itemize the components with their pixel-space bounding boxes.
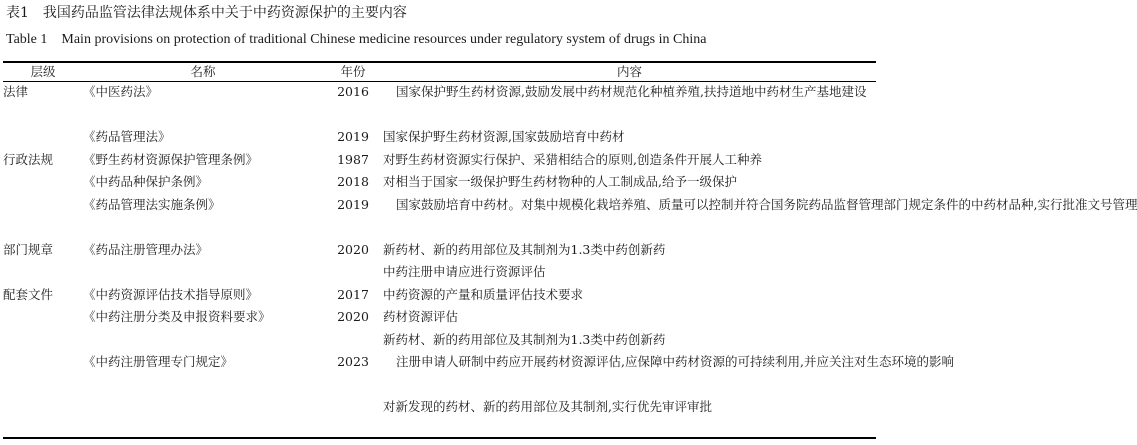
- cell-content: 药材资源评估: [383, 309, 459, 324]
- table-row: [3, 81, 876, 126]
- cell-year: 1987: [337, 151, 369, 167]
- table-caption-zh: 表1 我国药品监管法律法规体系中关于中药资源保护的主要内容: [6, 5, 407, 21]
- cell-content: 国家保护野生药材资源,国家鼓励培育中药材: [383, 129, 625, 144]
- table-row: [3, 351, 876, 396]
- cell-content: 中药注册申请应进行资源评估: [383, 264, 546, 279]
- cell-content: 对新发现的药材、新的药用部位及其制剂,实行优先审评审批: [383, 399, 712, 414]
- table-row: [3, 396, 876, 419]
- cell-level: [3, 171, 83, 194]
- table-row: [3, 171, 876, 194]
- cell-year: [323, 261, 383, 284]
- table-caption-en: Table 1 Main provisions on protection of traditional Chinese medicine resources under regulatory system of drugs in China: [6, 32, 707, 47]
- cell-content: 对相当于国家一级保护野生药材物种的人工制成品,给予一级保护: [383, 174, 737, 189]
- cell-year: 2017: [337, 286, 369, 302]
- cell-level: [3, 396, 83, 419]
- cell-name: 《野生药材资源保护管理条例》: [83, 151, 259, 167]
- cell-content: 中药资源的产量和质量评估技术要求: [383, 286, 584, 302]
- cell-level: 行政法规: [3, 151, 54, 167]
- header-year: 年份: [340, 64, 366, 79]
- cell-name: [83, 261, 323, 284]
- table-row: [3, 284, 876, 307]
- header-content: 内容: [616, 64, 642, 79]
- cell-level: [3, 351, 83, 396]
- cell-year: 2020: [337, 309, 369, 324]
- table-row: [3, 329, 876, 352]
- cell-year: 2018: [337, 174, 369, 189]
- cell-name: [83, 396, 323, 419]
- table-row: [3, 239, 876, 262]
- cell-year: [323, 329, 383, 352]
- cell-level: 配套文件: [3, 286, 54, 302]
- table-bottom-rule: [3, 437, 876, 439]
- cell-name: 《中药注册分类及申报资料要求》: [83, 309, 271, 324]
- cell-year: 2023: [337, 354, 369, 369]
- cell-level: [3, 329, 83, 352]
- cell-level: [3, 261, 83, 284]
- cell-level: 部门规章: [3, 241, 54, 257]
- cell-content: 新药材、新的药用部位及其制剂为1.3类中药创新药: [383, 331, 666, 347]
- table-row: [3, 126, 876, 149]
- cell-name: 《中药注册管理专门规定》: [83, 354, 234, 369]
- cell-year: [323, 396, 383, 419]
- header-level: 层级: [30, 64, 56, 79]
- cell-name: 《药品管理法》: [83, 129, 171, 144]
- cell-content: 新药材、新的药用部位及其制剂为1.3类中药创新药: [383, 241, 666, 257]
- cell-level: 法律: [3, 84, 29, 99]
- cell-content: 国家鼓励培育中药材。对集中规模化栽培养殖、质量可以控制并符合国务院药品监督管理部门规定条件的中药材品种,实行批准文号管理: [396, 196, 1137, 212]
- table-row: [3, 194, 876, 239]
- cell-year: 2019: [337, 196, 369, 212]
- cell-year: 2019: [337, 129, 369, 144]
- header-name: 名称: [190, 64, 216, 79]
- cell-name: 《中医药法》: [83, 84, 159, 99]
- cell-level: [3, 306, 83, 329]
- cell-name: [83, 329, 323, 352]
- cell-year: 2016: [337, 84, 369, 99]
- table-row: [3, 306, 876, 329]
- cell-name: 《中药资源评估技术指导原则》: [83, 286, 259, 302]
- cell-year: 2020: [337, 241, 369, 257]
- cell-level: [3, 194, 83, 239]
- table-row: [3, 261, 876, 284]
- cell-content: 对野生药材资源实行保护、采猎相结合的原则,创造条件开展人工种养: [383, 151, 762, 167]
- cell-level: [3, 126, 83, 149]
- cell-name: 《药品管理法实施条例》: [83, 196, 221, 212]
- cell-content: 注册申请人研制中药应开展药材资源评估,应保障中药材资源的可持续利用,并应关注对生态环境的影响: [396, 354, 954, 369]
- cell-name: 《药品注册管理办法》: [83, 241, 209, 257]
- cell-name: 《中药品种保护条例》: [83, 174, 209, 189]
- cell-content: 国家保护野生药材资源,鼓励发展中药材规范化种植养殖,扶持道地中药材生产基地建设: [396, 84, 867, 99]
- table-header-row: [3, 63, 876, 81]
- table-row: [3, 149, 876, 172]
- provisions-table: [3, 63, 1137, 419]
